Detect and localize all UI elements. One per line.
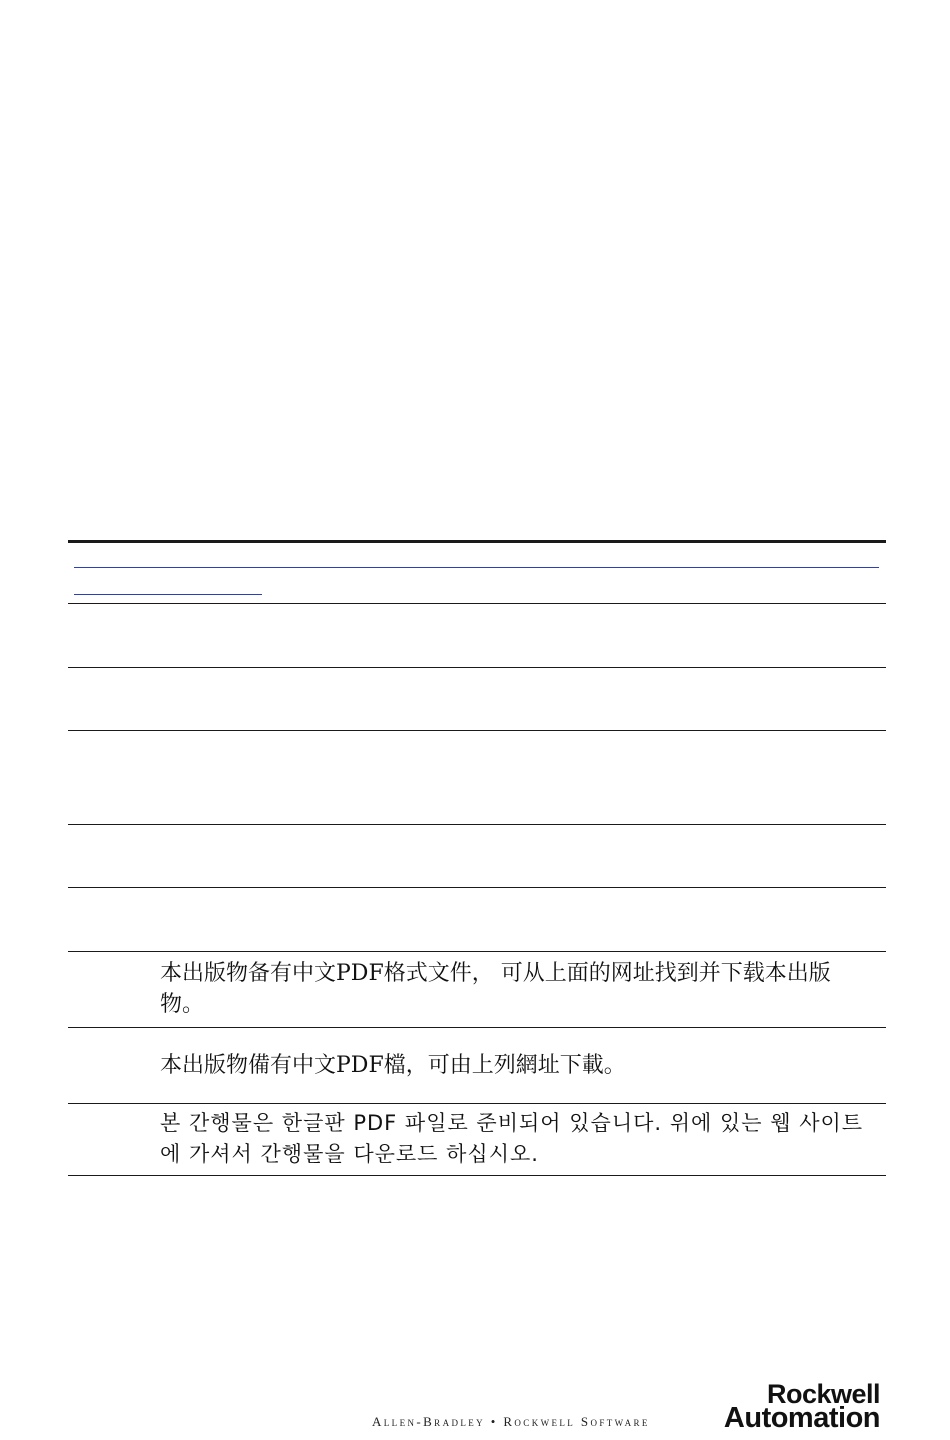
- rockwell-automation-logo: [723, 1379, 880, 1434]
- logo-text-automation: Automation: [723, 1402, 880, 1434]
- table-row-divider: [68, 1103, 886, 1104]
- simplified-chinese-notice: 本出版物备有中文PDF格式文件， 可从上面的网址找到并下载本出版物。: [160, 961, 831, 1017]
- table-top-rule: [68, 540, 886, 543]
- table-row-divider: [68, 730, 886, 731]
- table-row-divider: [68, 887, 886, 888]
- table-row-divider: [68, 603, 886, 604]
- table-bottom-rule: [68, 1175, 886, 1176]
- table-row-divider: [68, 667, 886, 668]
- hyperlink-underline[interactable]: [74, 567, 879, 568]
- hyperlink-underline-continued[interactable]: [74, 594, 262, 595]
- korean-notice: 본 간행물은 한글판 PDF 파일로 준비되어 있습니다. 위에 있는 웹 사이트에 가셔서 간행물을 다운로드 하십시오.: [160, 1111, 864, 1166]
- traditional-chinese-notice: 本出版物備有中文PDF檔，可由上列網址下載。: [160, 1053, 626, 1078]
- brand-tagline: Allen-Bradley • Rockwell Software: [372, 1414, 650, 1429]
- table-row-divider: [68, 951, 886, 952]
- table-row-divider: [68, 1027, 886, 1028]
- logo-text-rockwell: Rockwell: [766, 1379, 880, 1409]
- table-row-divider: [68, 824, 886, 825]
